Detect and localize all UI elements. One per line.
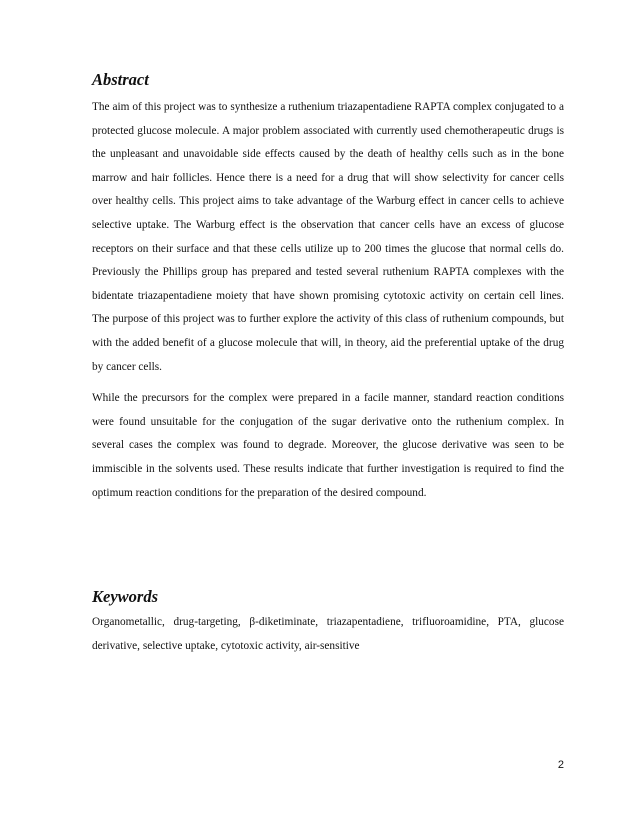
abstract-heading: Abstract (92, 70, 149, 89)
page-content (92, 70, 564, 658)
page-number: 2 (557, 759, 564, 771)
keywords-heading: Keywords (92, 587, 158, 607)
abstract-paragraph-1: The aim of this project was to synthesize a ruthenium triazapentadiene RAPTA complex conjugated to a protected glucose molecule. A major problem associated with currently used chemotherapeutic drugs is the unpleasant and unavoidable side effects caused by the death of healthy cells such as in the bone marrow and hair follicles. Hence there is a need for a drug that will show selectivity for cancer cells over healthy cells. This project aims to take advantage of the Warburg effect in cancer cells to achieve selective uptake. The Warburg effect is the observation that cancer cells have an excess of glucose receptors on their surface and that these cells utilize up to 200 times the glucose that normal cells do. Previously the Phillips group has prepared and tested several ruthenium RAPTA complexes with the bidentate triazapentadiene moiety that have shown promising cytotoxic activity on certain cell lines. The purpose of this project was to further explore the activity of this class of ruthenium compounds, but with the added benefit of a glucose molecule that will, in theory, aid the preferential uptake of the drug by cancer cells. (92, 101, 564, 373)
keywords-list: Organometallic, drug-targeting, β-diketiminate, triazapentadiene, trifluoroamidine, PTA, glucose derivative, selective uptake, cytotoxic activity, air-sensitive (92, 616, 564, 652)
abstract-paragraph-2: While the precursors for the complex were prepared in a facile manner, standard reaction conditions were found unsuitable for the conjugation of the sugar derivative onto the ruthenium complex. In several cases the complex was found to degrade. Moreover, the glucose derivative was seen to be immiscible in the solvents used. These results indicate that further investigation is required to find the optimum reaction conditions for the preparation of the desired compound. (92, 392, 564, 499)
